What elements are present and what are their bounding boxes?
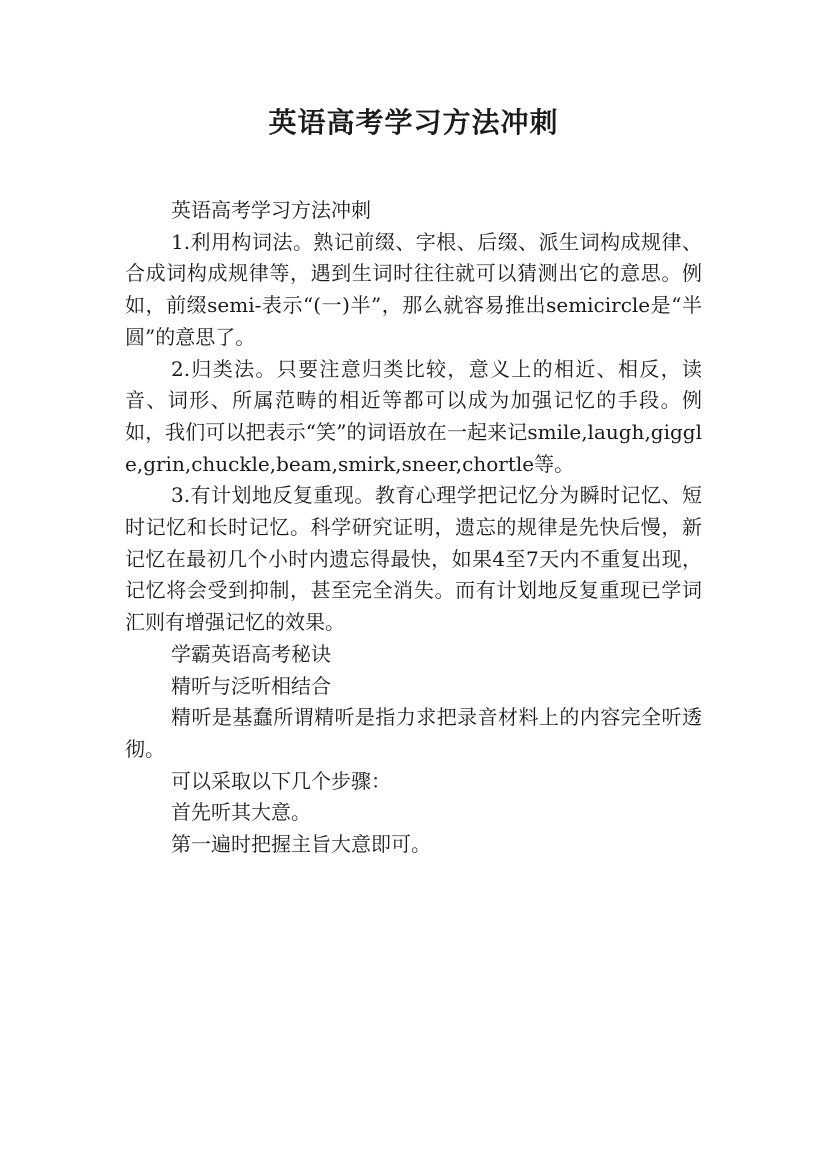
paragraph-method-1: 1.利用构词法。熟记前缀、字根、后缀、派生词构成规律、合成词构成规律等，遇到生词时往往就可以猜测出它的意思。例如，前缀semi-表示“(一)半”，那么就容易推出semicircle是“半圆”的意思了。 [125,229,702,349]
paragraph-step-1: 首先听其大意。 [171,800,311,825]
paragraph-heading: 英语高考学习方法冲刺 [171,198,371,222]
paragraph-intensive-listening: 精听是基蠢所谓精听是指力求把录音材料上的内容完全听透彻。 [125,705,702,761]
paragraph-method-3: 3.有计划地反复重现。教育心理学把记忆分为瞬时记忆、短时记忆和长时记忆。科学研究证明，遗忘的规律是先快后慢，新记忆在最初几个小时内遗忘得最快，如果4至7天内不重复出现，记忆将会受到抑制，甚至完全消失。而有计划地反复重现已学词汇则有增强记忆的效果。 [125,483,702,635]
paragraph-step-1-detail: 第一遍时把握主旨大意即可。 [171,832,431,857]
document-title: 英语高考学习方法冲刺 [268,106,559,139]
paragraph-subheading-listening: 精听与泛听相结合 [171,673,331,698]
paragraph-steps: 可以采取以下几个步骤： [171,768,391,793]
paragraph-subheading-tips: 学霸英语高考秘诀 [171,641,331,666]
document-body [125,195,702,861]
paragraph-method-2: 2.归类法。只要注意归类比较，意义上的相近、相反，读音、词形、所属范畴的相近等都可以成为加强记忆的手段。例如，我们可以把表示“笑”的词语放在一起来记smile,laugh,giggle,grin,chuckle,beam,smirk,sneer,chortle等。 [125,356,702,476]
